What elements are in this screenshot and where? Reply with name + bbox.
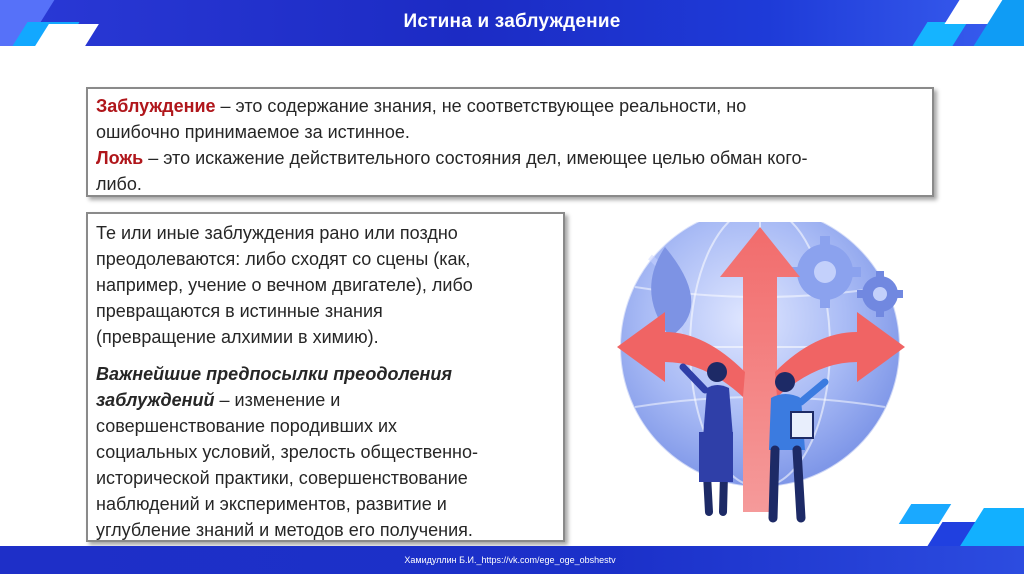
text-line [96, 387, 563, 413]
emphasis-text: заблуждений [96, 390, 215, 410]
definition-text: – это содержание знания, не соответствующее реальности, но [215, 96, 747, 116]
text-line: углубление знаний и методов его получения. [96, 520, 473, 540]
crossroads-illustration [595, 222, 925, 527]
term-lie: Ложь [96, 148, 144, 168]
paragraph-overcoming [96, 220, 563, 350]
emphasis-line: Важнейшие предпосылки преодоления [96, 364, 452, 384]
text-line: превращаются в истинные знания [96, 301, 383, 321]
definition-line: ошибочно принимаемое за истинное. [96, 122, 410, 142]
footer-credit: Хамидуллин Б.И._https://vk.com/ege_oge_obshestv [404, 555, 616, 565]
text-line: исторической практики, совершенствование [96, 468, 468, 488]
explanation-box [86, 212, 565, 542]
definition-line: либо. [96, 174, 142, 194]
page-title: Истина и заблуждение [403, 11, 621, 32]
text-line: Те или иные заблуждения рано или поздно [96, 223, 458, 243]
definitions-box [86, 87, 934, 197]
definition-line [96, 93, 932, 119]
definition-line [96, 145, 932, 171]
definition-text: – это искажение действительного состояния дел, имеющее целью обман кого- [143, 148, 808, 168]
text-line: (превращение алхимии в химию). [96, 327, 379, 347]
text-line: наблюдений и экспериментов, развитие и [96, 494, 447, 514]
text-line: преодолеваются: либо сходят со сцены (как, [96, 249, 471, 269]
text-line: например, учение о вечном двигателе), либо [96, 275, 473, 295]
term-delusion: Заблуждение [96, 96, 216, 116]
plain-text: – изменение и [214, 390, 341, 410]
text-line: социальных условий, зрелость общественно- [96, 442, 478, 462]
paragraph-preconditions [96, 361, 563, 543]
text-line: совершенствование породивших их [96, 416, 398, 436]
